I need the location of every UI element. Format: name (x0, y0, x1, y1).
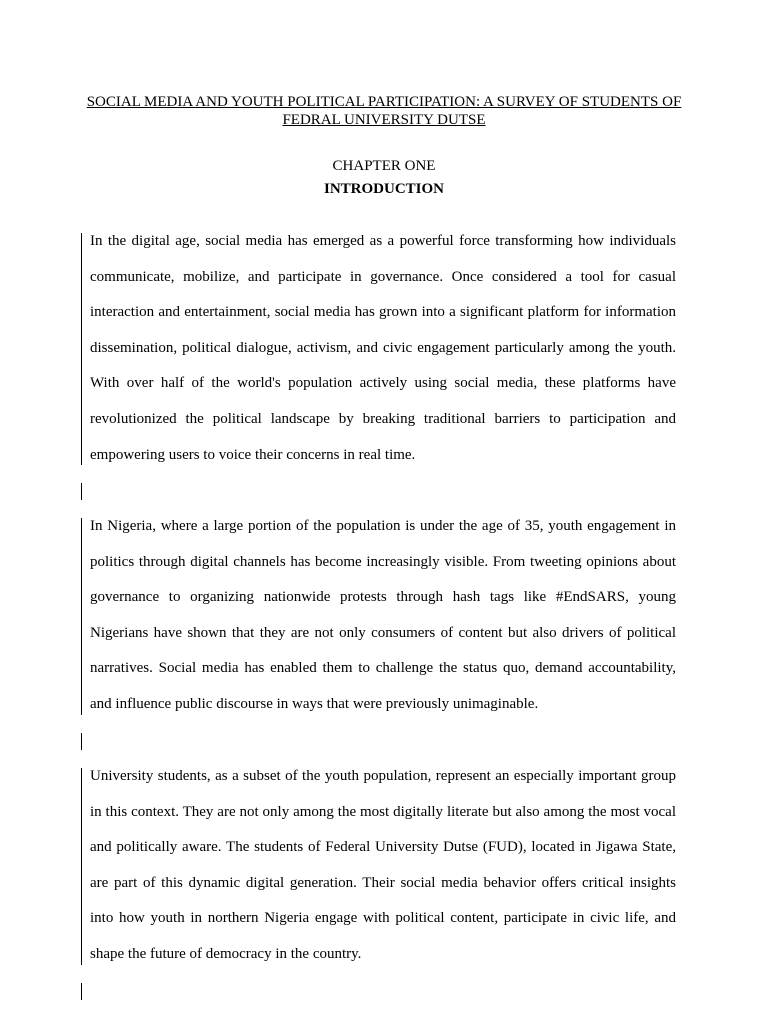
paragraph[interactable]: In the digital age, social media has emerged as a powerful force transforming how individuals communicate, mobilize, and participate in governance. Once considered a tool for casual interaction and entertainment, social media has grown into a significant platform for information dissemination, political dialogue, activism, and civic engagement particularly among the youth. With over half of the world's population actively using social media, these platforms have revolutionized the political landscape by breaking traditional barriers to participation and empowering users to voice their concerns in real time. (90, 233, 676, 463)
section-heading: INTRODUCTION (323, 181, 444, 197)
document-title: SOCIAL MEDIA AND YOUTH POLITICAL PARTICIPATION: A SURVEY OF STUDENTS OF FEDRAL UNIVERSITY DUTSE (86, 94, 682, 128)
paragraph-change-bar (81, 233, 82, 465)
empty-line-marker (81, 483, 82, 500)
empty-line-marker (81, 983, 82, 1000)
paragraph-change-bar (81, 768, 82, 965)
paragraph-change-bar (81, 518, 82, 715)
paragraph[interactable]: In Nigeria, where a large portion of the population is under the age of 35, youth engagement in politics through digital channels has become increasingly visible. From tweeting opinions about governance to organizing nationwide protests through hash tags like #EndSARS, young Nigerians have shown that they are not only consumers of content but also drivers of political narratives. Social media has enabled them to challenge the status quo, demand accountability, and influence public discourse in ways that were previously unimaginable. (90, 518, 676, 712)
paragraph[interactable]: University students, as a subset of the youth population, represent an especially important group in this context. They are not only among the most digitally literate but also among the most vocal and politically aware. The students of Federal University Dutse (FUD), located in Jigawa State, are part of this dynamic digital generation. Their social media behavior offers critical insights into how youth in northern Nigeria engage with political content, participate in civic life, and shape the future of democracy in the country. (90, 768, 676, 962)
chapter-label: CHAPTER ONE (332, 158, 436, 174)
empty-line-marker (81, 733, 82, 750)
